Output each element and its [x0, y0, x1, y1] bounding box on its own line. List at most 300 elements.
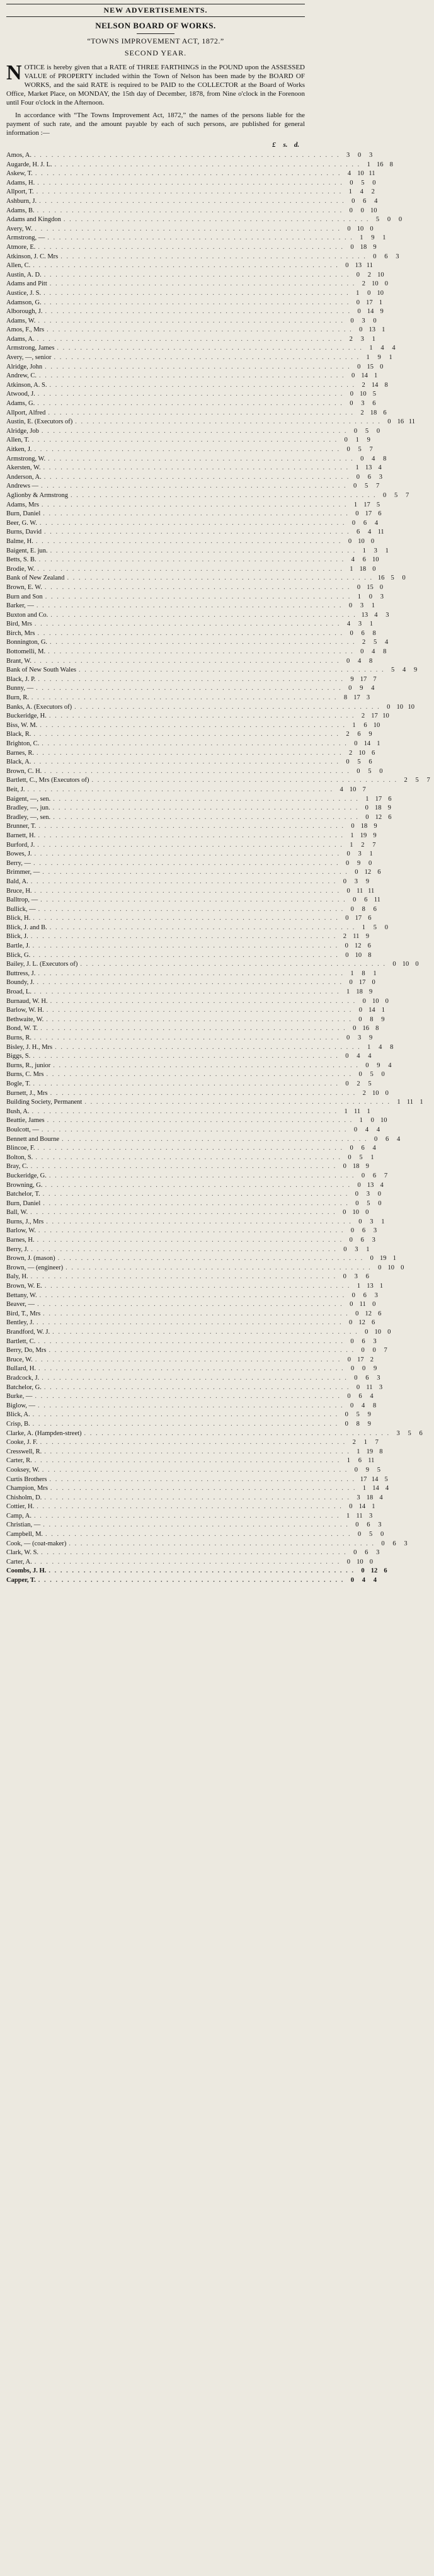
- list-item: [6, 179, 376, 188]
- ratepayer-name: Adams and Kingdon: [6, 216, 61, 224]
- leader-dots: . . . . . . . . . . . . . . . . . . . . . . . . . . . . . . . . . . . . . . . . . . . . . . . . . . . . .: [37, 565, 343, 573]
- ratepayer-name: Burns, R.: [6, 1034, 31, 1041]
- drop-cap: N: [6, 61, 22, 84]
- pence-value: 4: [372, 1145, 376, 1152]
- shillings-value: 16: [397, 418, 404, 426]
- shillings-value: 10: [357, 1558, 363, 1566]
- pence-value: 1: [381, 1218, 385, 1225]
- shillings-value: 18: [352, 1163, 360, 1171]
- rate-amount: [353, 307, 387, 317]
- ratepayer-name: Buckeridge, H.: [6, 713, 47, 720]
- pounds-value: 0: [353, 1126, 358, 1133]
- ratepayer-name: Burn, R.: [6, 694, 29, 702]
- pounds-value: 0: [345, 1420, 348, 1428]
- rate-amount: [350, 1466, 384, 1475]
- leader-dots: . . . . . . . . . . . . . . . . . . . . . . . . . . . . . . . . . . . . . . . . . . . . . . . . . . . . .: [50, 547, 357, 554]
- pence-value: 0: [401, 1264, 404, 1271]
- shillings-value: 13: [367, 1181, 374, 1189]
- rate-amount: [346, 390, 380, 399]
- list-item: [6, 896, 380, 905]
- leader-dots: . . . . . . . . . . . . . . . . . . . . . . . . . . . . . . . . . . . . . . . . . . . . . . . . . . . . .: [45, 593, 351, 600]
- shillings-value: 3: [370, 1218, 374, 1225]
- pounds-value: 0: [350, 1227, 355, 1235]
- list-item: [6, 299, 382, 308]
- rate-amount: [346, 565, 380, 575]
- pounds-value: 0: [357, 767, 360, 775]
- pounds-value: 0: [362, 997, 366, 1005]
- pence-value: 6: [373, 905, 377, 913]
- rate-amount: [358, 547, 392, 556]
- shillings-value: 18: [360, 823, 368, 830]
- shillings-value: 6: [372, 1172, 377, 1179]
- list-item: [6, 225, 374, 234]
- list-item: [6, 1070, 385, 1080]
- pence-value: 4: [396, 1135, 401, 1143]
- list-item: [6, 1484, 389, 1494]
- list-item: [6, 887, 375, 896]
- pounds-value: 0: [346, 887, 350, 895]
- list-item: [6, 758, 372, 767]
- ratepayer-name: Buxton and Co.: [6, 611, 49, 619]
- list-item: [6, 657, 373, 667]
- pounds-value: 0: [357, 363, 361, 370]
- list-item: [6, 418, 415, 427]
- ratepayer-name: Armstrong, W.: [6, 455, 46, 462]
- leader-dots: . . . . . . . . . . . . . . . . . . . . . . . . . . . . . . . . . . . . . . . . . . . . . . . . . . . . .: [31, 1245, 337, 1253]
- list-item: [6, 1319, 375, 1328]
- pence-value: 10: [377, 289, 384, 297]
- shillings-value: 4: [379, 1043, 382, 1051]
- leader-dots: . . . . . . . . . . . . . . . . . . . . . . . . . . . . . . . . . . . . . . . . . . . . . . . . . . . . .: [57, 1255, 364, 1262]
- list-item: [6, 436, 370, 445]
- shillings-value: 9: [377, 354, 381, 362]
- pounds-value: 1: [362, 1485, 367, 1492]
- rate-amount: [340, 1245, 374, 1255]
- ratepayer-name: Carter, R.: [6, 1457, 32, 1465]
- list-item: [6, 960, 419, 970]
- section-heading: NEW ADVERTISEMENTS.: [6, 4, 305, 17]
- leader-dots: . . . . . . . . . . . . . . . . . . . . . . . . . . . . . . . . . . . . . . . . . . . . . . . . . . . . .: [67, 575, 374, 582]
- list-item: [6, 1218, 385, 1227]
- pounds-value: 1: [350, 565, 353, 573]
- leader-dots: . . . . . . . . . . . . . . . . . . . . . . . . . . . . . . . . . . . . . . . . . . . . . . . . . . . . .: [34, 1457, 341, 1465]
- rate-amount: [362, 813, 396, 823]
- pounds-value: 0: [357, 583, 361, 591]
- list-item: [6, 215, 403, 225]
- rate-amount: [366, 1254, 400, 1264]
- pounds-value: 3: [346, 152, 350, 159]
- rate-amount: [343, 620, 377, 629]
- shillings-value: 13: [368, 326, 376, 334]
- pence-value: 8: [375, 1025, 379, 1033]
- pence-value: 9: [368, 731, 372, 738]
- pence-value: 0: [384, 280, 388, 288]
- list-item: [6, 1503, 375, 1512]
- ratepayer-name: Allport, Alfred: [6, 409, 46, 416]
- pence-value: 0: [402, 575, 406, 582]
- list-item: [6, 1548, 380, 1558]
- pence-value: 1: [381, 1007, 385, 1014]
- ratepayer-name: Barnett, H.: [6, 832, 36, 839]
- pounds-value: 0: [351, 197, 355, 205]
- list-item: [6, 565, 376, 575]
- pence-value: 9: [368, 988, 373, 996]
- shillings-value: 14: [358, 1503, 366, 1511]
- list-item: [6, 1273, 369, 1282]
- pence-value: 8: [368, 951, 372, 959]
- rate-amount: [347, 556, 381, 565]
- leader-dots: . . . . . . . . . . . . . . . . . . . . . . . . . . . . . . . . . . . . . . . . . . . . . . . . . . . . .: [36, 602, 343, 610]
- pence-value: 8: [390, 1043, 394, 1051]
- ratepayer-name: Balme, H.: [6, 537, 33, 545]
- pounds-value: 0: [345, 859, 350, 867]
- shillings-value: 17: [353, 694, 360, 702]
- leader-dots: . . . . . . . . . . . . . . . . . . . . . . . . . . . . . . . . . . . . . . . . . . . . . . . . . . . . .: [43, 299, 350, 306]
- shillings-value: 10: [349, 786, 357, 793]
- rate-amount: [400, 776, 434, 786]
- pounds-value: 2: [362, 381, 365, 389]
- leader-dots: . . . . . . . . . . . . . . . . . . . . . . . . . . . . . . . . . . . . . . . . . . . . . . . . . . . . .: [33, 758, 340, 766]
- leader-dots: . . . . . . . . . . . . . . . . . . . . . . . . . . . . . . . . . . . . . . . . . . . . . . . . . . . . .: [49, 1172, 355, 1179]
- rate-amount: [357, 1346, 391, 1356]
- leader-dots: . . . . . . . . . . . . . . . . . . . . . . . . . . . . . . . . . . . . . . . . . . . . . . . . . . . . .: [38, 1365, 345, 1373]
- pounds-value: 0: [357, 308, 361, 316]
- pence-value: 6: [384, 1567, 387, 1575]
- leader-dots: . . . . . . . . . . . . . . . . . . . . . . . . . . . . . . . . . . . . . . . . . . . . . . . . . . . . .: [34, 621, 341, 628]
- ratepayer-name: Brown, C. H.: [6, 767, 42, 775]
- pence-value: 1: [385, 547, 389, 554]
- pounds-value: 1: [353, 501, 358, 508]
- leader-dots: . . . . . . . . . . . . . . . . . . . . . . . . . . . . . . . . . . . . . . . . . . . . . . . . . . . . .: [45, 363, 351, 370]
- pence-value: 6: [368, 915, 372, 922]
- pounds-value: 0: [392, 961, 396, 968]
- pounds-value: 1: [367, 161, 370, 168]
- shillings-value: 4: [357, 1053, 360, 1060]
- pence-value: 6: [378, 510, 382, 518]
- leader-dots: . . . . . . . . . . . . . . . . . . . . . . . . . . . . . . . . . . . . . . . . . . . . . . . . . . . . .: [84, 1429, 391, 1437]
- list-item: [6, 409, 387, 418]
- pounds-value: 0: [354, 1466, 358, 1474]
- shillings-value: 6: [384, 253, 388, 260]
- leader-dots: . . . . . . . . . . . . . . . . . . . . . . . . . . . . . . . . . . . . . . . . . . . . . . . . . . . . .: [37, 1301, 343, 1308]
- ratepayer-name: Betts, S. B.: [6, 556, 37, 564]
- list-item: [6, 813, 392, 823]
- list-item: [6, 1300, 376, 1310]
- pence-value: 7: [373, 675, 377, 683]
- leader-dots: . . . . . . . . . . . . . . . . . . . . . . . . . . . . . . . . . . . . . . . . . . . . . . . . . . . . .: [50, 997, 357, 1005]
- ratepayer-name: Bradley, —, sen.: [6, 813, 51, 821]
- pounds-value: 2: [346, 731, 350, 738]
- shillings-value: 6: [365, 1549, 368, 1557]
- pence-value: 1: [369, 850, 373, 858]
- pounds-value: 0: [355, 1521, 359, 1529]
- list-item: [6, 1264, 404, 1273]
- shillings-value: 11: [406, 1099, 414, 1106]
- ratepayer-name: Baigent, E. jun.: [6, 547, 48, 554]
- pounds-value: 0: [356, 271, 360, 278]
- list-item: [6, 510, 382, 519]
- rate-amount: [343, 657, 377, 667]
- shillings-value: 18: [360, 243, 367, 251]
- rate-amount: [363, 161, 397, 170]
- ratepayer-name: Clark, W. S.: [6, 1549, 39, 1557]
- shillings-value: 2: [367, 271, 371, 278]
- rate-amount: [353, 1494, 387, 1503]
- shillings-value: 11: [357, 887, 363, 895]
- pounds-value: 0: [360, 648, 364, 656]
- leader-dots: . . . . . . . . . . . . . . . . . . . . . . . . . . . . . . . . . . . . . . . . . . . . . . . . . . . . .: [52, 804, 359, 812]
- pence-value: 0: [372, 979, 375, 987]
- pounds-value: 13: [361, 611, 368, 619]
- leader-dots: . . . . . . . . . . . . . . . . . . . . . . . . . . . . . . . . . . . . . . . . . . . . . . . . . . . . .: [35, 537, 342, 545]
- shillings-value: 6: [360, 1237, 364, 1244]
- rate-amount: [341, 1420, 375, 1429]
- leader-dots: . . . . . . . . . . . . . . . . . . . . . . . . . . . . . . . . . . . . . . . . . . . . . . . . . . . . .: [32, 942, 339, 950]
- pence-value: 7: [376, 483, 380, 490]
- shillings-value: 11: [359, 1301, 366, 1308]
- list-item: [6, 638, 389, 648]
- list-item: [6, 583, 384, 593]
- pounds-value: 1: [352, 721, 356, 729]
- pounds-value: 0: [346, 657, 350, 665]
- rate-amount: [356, 234, 390, 243]
- ratepayer-name: Beer, G. W.: [6, 519, 37, 527]
- list-item: [6, 924, 388, 933]
- rate-amount: [348, 519, 382, 529]
- pence-value: 11: [377, 529, 384, 536]
- shillings-value: 9: [371, 234, 375, 242]
- leader-dots: . . . . . . . . . . . . . . . . . . . . . . . . . . . . . . . . . . . . . . . . . . . . . . . . . . . . .: [50, 1089, 357, 1097]
- shillings-value: 14: [371, 1475, 379, 1483]
- shillings-value: 12: [375, 813, 382, 821]
- ledger-header: [6, 141, 305, 149]
- shillings-value: 0: [368, 593, 372, 600]
- rate-amount: [346, 1576, 380, 1586]
- leader-dots: . . . . . . . . . . . . . . . . . . . . . . . . . . . . . . . . . . . . . . . . . . . . . . . . . . . . .: [38, 1337, 344, 1345]
- ratepayer-name: Anderson, A.: [6, 473, 42, 481]
- list-item: [6, 1052, 372, 1062]
- pounds-value: 0: [348, 685, 352, 692]
- list-item: [6, 1006, 385, 1016]
- leader-dots: . . . . . . . . . . . . . . . . . . . . . . . . . . . . . . . . . . . . . . . . . . . . . . . . . . . . .: [31, 1108, 338, 1115]
- pence-value: 0: [380, 363, 384, 370]
- pence-value: 3: [373, 1337, 377, 1345]
- ratepayer-name: Austin, A. D.: [6, 271, 42, 278]
- shillings-value: 6: [363, 519, 367, 527]
- pence-value: 1: [382, 326, 385, 334]
- ratepayer-name: Allen, C.: [6, 262, 31, 270]
- pence-value: 1: [389, 354, 392, 362]
- list-item: [6, 620, 374, 629]
- pounds-value: 2: [362, 1089, 366, 1097]
- leader-dots: . . . . . . . . . . . . . . . . . . . . . . . . . . . . . . . . . . . . . . . . . . . . . . . . . . . . .: [40, 1439, 346, 1446]
- leader-dots: . . . . . . . . . . . . . . . . . . . . . . . . . . . . . . . . . . . . . . . . . . . . . . . . . . . . .: [39, 197, 345, 205]
- leader-dots: . . . . . . . . . . . . . . . . . . . . . . . . . . . . . . . . . . . . . . . . . . . . . . . . . . . . .: [42, 1374, 348, 1382]
- pounds-value: 4: [346, 621, 351, 628]
- pence-value: 3: [366, 694, 370, 702]
- pence-value: 3: [372, 1237, 375, 1244]
- rate-amount: [341, 942, 375, 951]
- pounds-value: 0: [365, 1329, 368, 1336]
- pounds-value: 0: [343, 1163, 346, 1171]
- leader-dots: . . . . . . . . . . . . . . . . . . . . . . . . . . . . . . . . . . . . . . . . . . . . . . . . . . . . .: [40, 1025, 346, 1033]
- shillings-value: 5: [359, 1153, 363, 1161]
- shillings-value: 19: [360, 832, 367, 839]
- pence-value: 3: [377, 1374, 380, 1382]
- shillings-value: 13: [355, 262, 362, 270]
- ratepayer-name: Alridge, John: [6, 363, 43, 370]
- shillings-value: 15: [367, 583, 374, 591]
- pence-value: 6: [367, 942, 371, 950]
- rate-amount: [343, 225, 377, 234]
- ratepayer-name: Adams, G.: [6, 400, 35, 408]
- ratepayer-name: Berry, J.: [6, 1245, 29, 1253]
- shillings-value: 5: [391, 575, 394, 582]
- pence-value: 9: [387, 804, 391, 812]
- pence-value: 6: [372, 749, 375, 757]
- pence-value: 7: [375, 1439, 379, 1446]
- ratepayer-name: Burns, C. Mrs: [6, 1071, 44, 1079]
- rate-amount: [341, 1080, 375, 1089]
- leader-dots: . . . . . . . . . . . . . . . . . . . . . . . . . . . . . . . . . . . . . . . . . . . . . . . . . . . . .: [42, 1191, 349, 1198]
- ratepayer-name: Building Society, Permanent: [6, 1099, 83, 1106]
- pounds-value: 0: [347, 1393, 351, 1400]
- rate-amount: [350, 482, 384, 491]
- pounds-value: 1: [397, 1099, 401, 1106]
- list-item: [6, 1181, 384, 1191]
- leader-dots: . . . . . . . . . . . . . . . . . . . . . . . . . . . . . . . . . . . . . . . . . . . . . . . . . . . . .: [46, 1218, 352, 1225]
- shillings-value: 4: [362, 1402, 365, 1409]
- leader-dots: . . . . . . . . . . . . . . . . . . . . . . . . . . . . . . . . . . . . . . . . . . . . . . . . . . . . .: [37, 841, 343, 849]
- pounds-value: 0: [355, 1310, 359, 1317]
- rate-amount: [353, 583, 387, 593]
- pounds-value: 0: [349, 979, 353, 987]
- rate-amount: [352, 299, 386, 308]
- shillings-value: 6: [363, 721, 367, 729]
- rate-amount: [384, 418, 418, 427]
- pounds-value: 1: [369, 345, 373, 352]
- leader-dots: . . . . . . . . . . . . . . . . . . . . . . . . . . . . . . . . . . . . . . . . . . . . . . . . . . . . .: [40, 721, 346, 729]
- leader-dots: . . . . . . . . . . . . . . . . . . . . . . . . . . . . . . . . . . . . . . . . . . . . . . . . . . . . .: [43, 1521, 349, 1529]
- pence-value: 1: [367, 1108, 370, 1115]
- ratepayer-name: Bettany, W.: [6, 1291, 37, 1299]
- pence-value: 1: [369, 621, 374, 628]
- pence-value: 9: [413, 667, 418, 674]
- pounds-value: 0: [356, 299, 360, 306]
- list-item: [6, 1438, 379, 1448]
- shillings-value: 14: [372, 1485, 379, 1492]
- shillings-value: 6: [361, 629, 365, 637]
- list-item: [6, 1144, 376, 1153]
- pence-value: 8: [384, 381, 388, 389]
- leader-dots: . . . . . . . . . . . . . . . . . . . . . . . . . . . . . . . . . . . . . . . . . . . . . . . . . . . . .: [33, 1512, 340, 1520]
- ratepayer-name: Ashburn, J.: [6, 197, 37, 205]
- year-heading: SECOND YEAR.: [124, 49, 187, 57]
- rate-amount: [358, 1475, 392, 1485]
- pounds-value: 0: [358, 1016, 362, 1023]
- list-item: [6, 253, 399, 262]
- rate-amount: [345, 1319, 379, 1328]
- pence-value: 0: [373, 317, 377, 324]
- leader-dots: . . . . . . . . . . . . . . . . . . . . . . . . . . . . . . . . . . . . . . . . . . . . . . . . . . . . .: [30, 933, 337, 941]
- rate-amount: [343, 988, 377, 997]
- leader-dots: . . . . . . . . . . . . . . . . . . . . . . . . . . . . . . . . . . . . . . . . . . . . . . . . . . . . .: [33, 657, 340, 665]
- leader-dots: . . . . . . . . . . . . . . . . . . . . . . . . . . . . . . . . . . . . . . . . . . . . . . . . . . . . .: [35, 1356, 341, 1363]
- pounds-value: 1: [348, 188, 352, 196]
- ratepayer-name: Askew, T.: [6, 170, 33, 178]
- rate-amount: [345, 602, 379, 611]
- shillings-header: s.: [283, 141, 288, 149]
- ratepayer-name: Augarde, H. J. L.: [6, 161, 52, 168]
- pounds-value: 0: [361, 1567, 365, 1575]
- pence-value: 6: [378, 1310, 382, 1317]
- pence-value: 10: [370, 207, 377, 214]
- pounds-value: 0: [356, 1383, 360, 1391]
- ratepayer-name: Bruce, W.: [6, 1356, 33, 1363]
- pence-value: 0: [372, 1301, 376, 1308]
- rate-amount: [383, 703, 417, 713]
- rate-amount: [357, 409, 391, 418]
- ratepayer-name: Allport, T.: [6, 188, 34, 196]
- rate-amount: [345, 207, 379, 216]
- list-item: [6, 501, 380, 510]
- rate-amount: [375, 574, 409, 583]
- pence-value: 4: [371, 685, 375, 692]
- pence-value: 1: [392, 1255, 396, 1262]
- list-item: [6, 1080, 372, 1089]
- pounds-value: 0: [353, 896, 357, 904]
- leader-dots: . . . . . . . . . . . . . . . . . . . . . . . . . . . . . . . . . . . . . . . . . . . . . . . . . . . . .: [30, 878, 337, 885]
- list-item: [6, 473, 382, 483]
- pounds-value: 0: [370, 1255, 374, 1262]
- pence-value: 1: [373, 970, 377, 977]
- shillings-value: 12: [365, 1310, 372, 1317]
- shillings-value: 9: [360, 685, 363, 692]
- leader-dots: . . . . . . . . . . . . . . . . . . . . . . . . . . . . . . . . . . . . . . . . . . . . . . . . . . . . .: [38, 1227, 345, 1235]
- shillings-value: 0: [367, 289, 371, 297]
- rate-amount: [346, 832, 380, 841]
- list-item: [6, 1383, 383, 1393]
- pence-value: 1: [382, 234, 386, 242]
- leader-dots: . . . . . . . . . . . . . . . . . . . . . . . . . . . . . . . . . . . . . . . . . . . . . . . . . . . . .: [37, 207, 343, 214]
- leader-dots: . . . . . . . . . . . . . . . . . . . . . . . . . . . . . . . . . . . . . . . . . . . . . . . . . . . . .: [45, 1531, 351, 1538]
- pence-value: 0: [381, 1071, 385, 1079]
- shillings-value: 3: [357, 1034, 362, 1041]
- pence-value: 0: [370, 537, 375, 545]
- pence-value: 5: [372, 391, 377, 398]
- leader-dots: . . . . . . . . . . . . . . . . . . . . . . . . . . . . . . . . . . . . . . . . . . . . . . . . . . . . .: [48, 409, 355, 416]
- list-item: [6, 648, 387, 657]
- ratepayer-name: Bunny, —: [6, 685, 34, 692]
- shillings-value: 4: [368, 529, 372, 536]
- rate-amount: [352, 271, 386, 280]
- list-item: [6, 730, 372, 740]
- pence-value: 9: [365, 933, 369, 941]
- ratepayer-name: Barker, —: [6, 602, 34, 610]
- pounds-value: 1: [346, 1512, 350, 1520]
- pounds-value: 0: [345, 942, 348, 950]
- pence-value: 4: [385, 1485, 389, 1492]
- pence-value: 3: [379, 1383, 383, 1391]
- shillings-value: 5: [415, 777, 419, 784]
- pounds-value: 1: [357, 1283, 361, 1290]
- rate-amount: [346, 1337, 380, 1347]
- shillings-value: 3: [358, 621, 362, 628]
- leader-dots: . . . . . . . . . . . . . . . . . . . . . . . . . . . . . . . . . . . . . . . . . . . . . . . . . . . . .: [47, 326, 353, 334]
- leader-dots: . . . . . . . . . . . . . . . . . . . . . . . . . . . . . . . . . . . . . . . . . . . . . . . . . . . . .: [33, 262, 339, 270]
- ratepayer-name: Curtis Brothers: [6, 1475, 47, 1483]
- leader-dots: . . . . . . . . . . . . . . . . . . . . . . . . . . . . . . . . . . . . . . . . . . . . . . . . . . . . .: [43, 1199, 349, 1207]
